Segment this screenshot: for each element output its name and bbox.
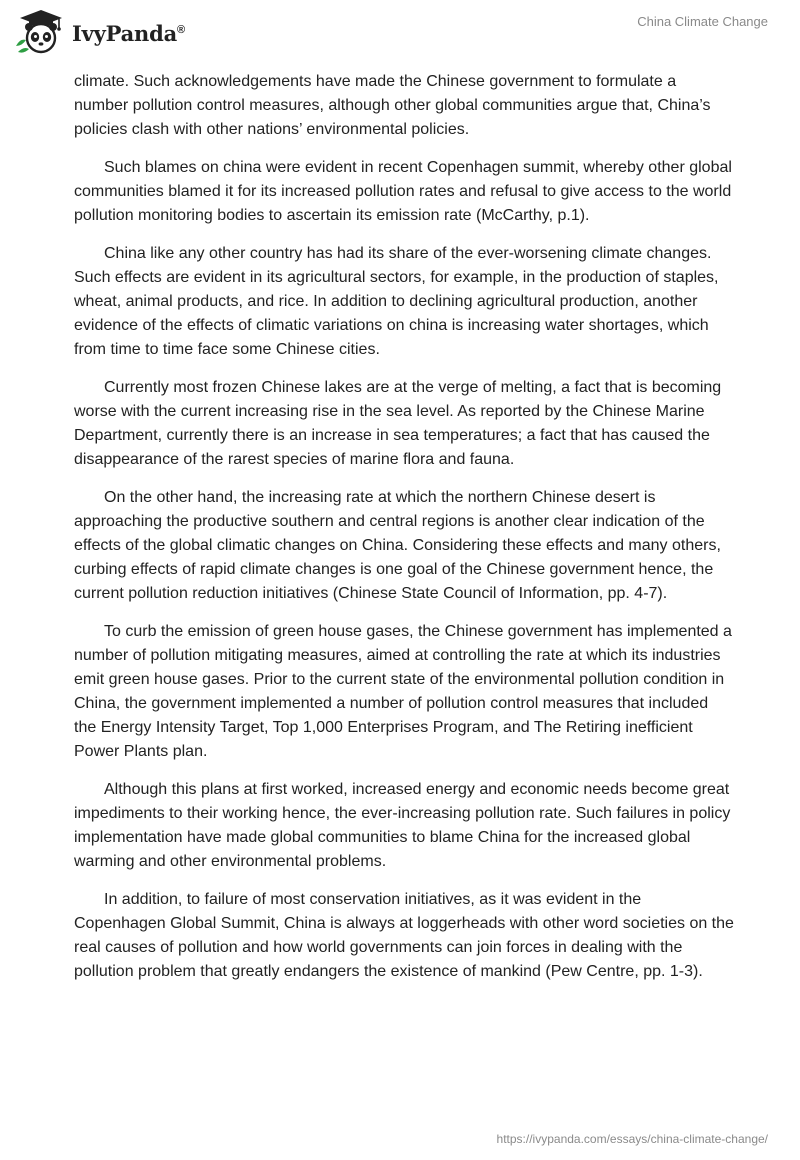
paragraph: In addition, to failure of most conservation initiatives, as it was evident in the Copenhagen Global Summit, China is always at loggerheads with other word societies on the real causes of pollution and how world governments can join forces in dealing with the pollution problem that greatly endangers the existence of mankind (Pew Centre, pp. 1-3).: [74, 891, 734, 980]
source-url[interactable]: https://ivypanda.com/essays/china-climate-change/: [496, 1132, 768, 1146]
paragraph: climate. Such acknowledgements have made the Chinese government to formulate a number pollution control measures, although other global communities argue that, China’s policies clash with other nations’ environmental policies.: [74, 73, 711, 138]
ivypanda-logo[interactable]: [14, 8, 185, 56]
essay-body: [74, 70, 734, 998]
brand-name: IvyPanda®: [72, 20, 185, 46]
paragraph: Such blames on china were evident in recent Copenhagen summit, whereby other global communities blamed it for its increased pollution rates and refusal to give access to the world pollution monitoring bodies to ascertain its emission rate (McCarthy, p.1).: [74, 159, 732, 224]
paragraph: To curb the emission of green house gases, the Chinese government has implemented a number of pollution mitigating measures, aimed at controlling the rate at which its industries emit green house gases. Prior to the current state of the environmental pollution condition in China, the government implemented a number of pollution control measures that included the Energy Intensity Target, Top 1,000 Enterprises Program, and The Retiring inefficient Power Plants plan.: [74, 623, 732, 760]
page-header: [0, 0, 800, 64]
panda-graduate-icon: [14, 8, 68, 56]
paragraph: Currently most frozen Chinese lakes are at the verge of melting, a fact that is becoming worse with the current increasing rise in the sea level. As reported by the Chinese Marine Department, currently there is an increase in sea temperatures; a fact that has caused the disappearance of the rarest species of marine flora and fauna.: [74, 379, 722, 468]
paragraph: On the other hand, the increasing rate at which the northern Chinese desert is approaching the productive southern and central regions is another clear indication of the effects of the global climatic changes on China. Considering these effects and many others, curbing effects of rapid climate changes is one goal of the Chinese government hence, the current pollution reduction initiatives (Chinese State Council of Information, pp. 4-7).: [74, 489, 721, 602]
document-title: China Climate Change: [637, 14, 768, 29]
registered-mark: ®: [177, 23, 185, 36]
paragraph: Although this plans at first worked, increased energy and economic needs become great impediments to their working hence, the ever-increasing pollution rate. Such failures in policy implementation have made global communities to blame China for the increased global warming and other environmental problems.: [74, 781, 731, 870]
paragraph: China like any other country has had its share of the ever-worsening climate changes. Such effects are evident in its agricultural sectors, for example, in the production of staples, wheat, animal products, and rice. In addition to declining agricultural production, another evidence of the effects of climatic variations on china is increasing water shortages, which from time to time face some Chinese cities.: [74, 245, 719, 358]
